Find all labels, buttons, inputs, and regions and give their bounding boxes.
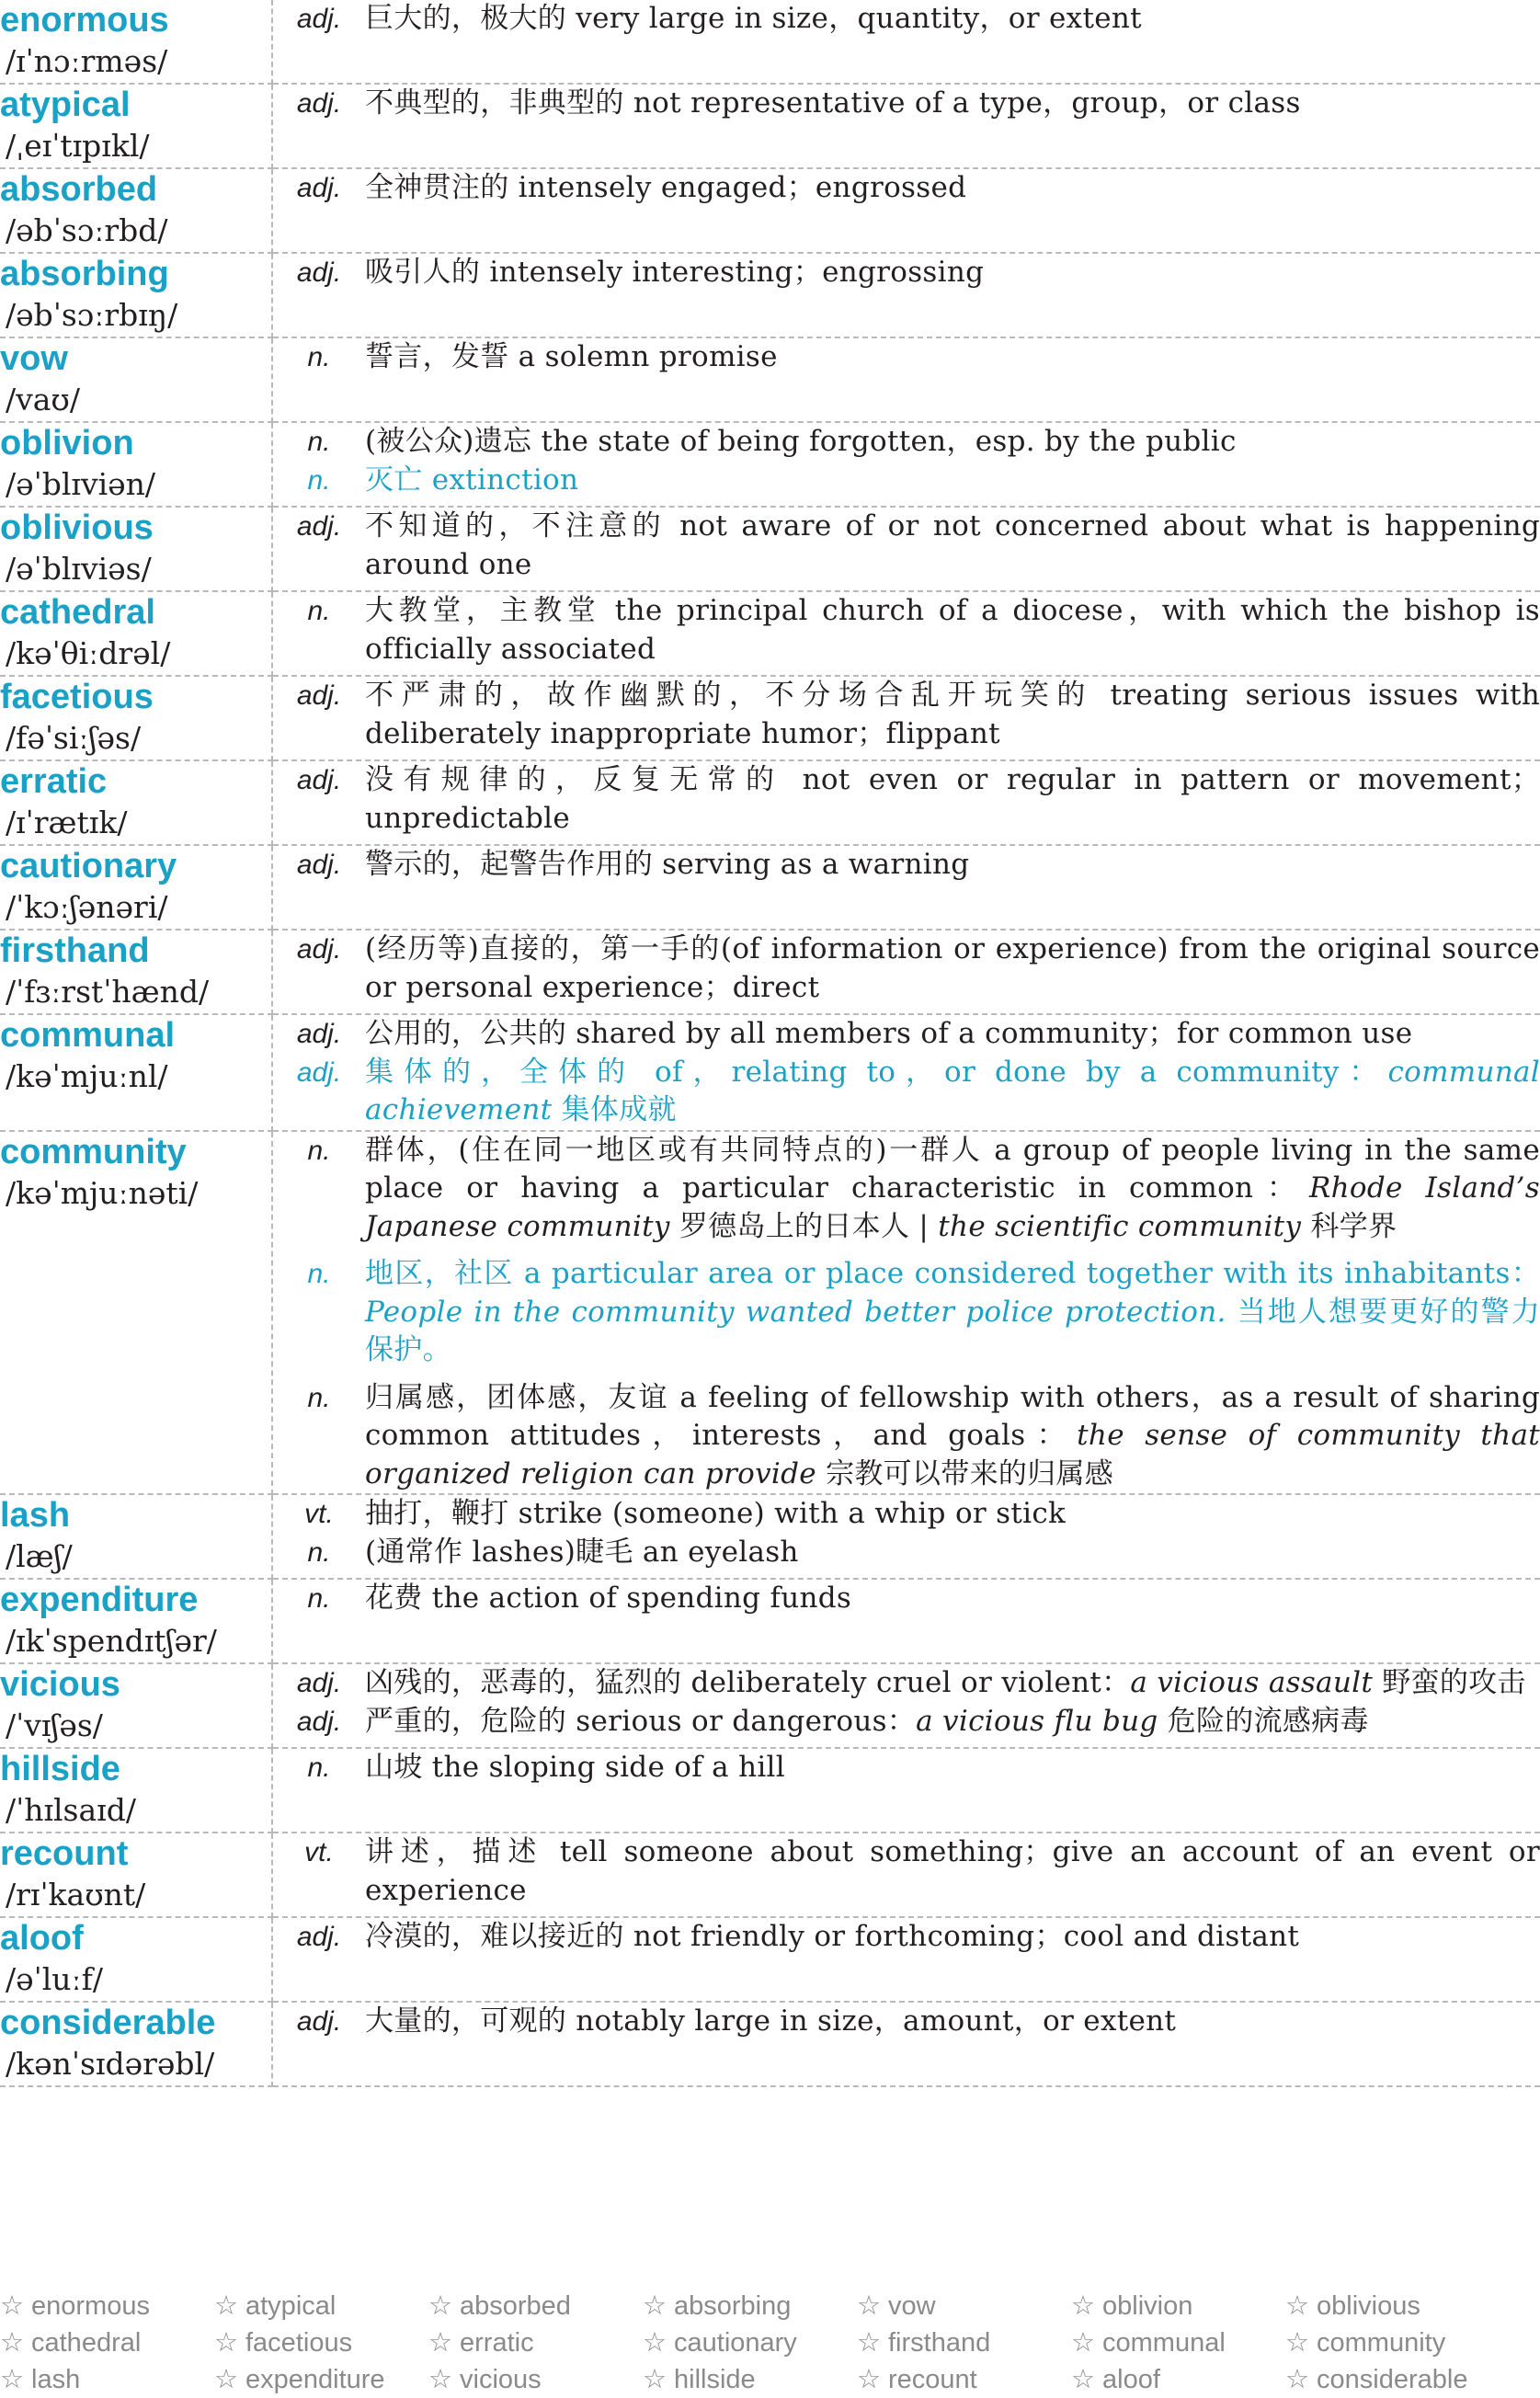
definition: 不严肃的，故作幽默的，不分场合乱开玩笑的 treating serious issues with deliberately inappropriate humor；flippant <box>365 679 1540 750</box>
headword: communal <box>0 1016 176 1055</box>
part-of-speech: adj. <box>296 1056 342 1088</box>
definition-text <box>365 1534 1540 1572</box>
headword-cell <box>0 84 272 168</box>
headword: lash <box>0 1496 71 1535</box>
definition-cell <box>272 1833 1540 1917</box>
definition: 花费 the action of spending funds <box>365 1582 852 1615</box>
star-icon: ☆ <box>1285 2365 1309 2394</box>
checklist-word: vow <box>888 2291 936 2321</box>
example-phrase: communal achievement <box>365 1055 1540 1126</box>
star-icon: ☆ <box>1071 2365 1095 2394</box>
checklist-item-recount <box>857 2361 1071 2398</box>
sense <box>273 0 1540 39</box>
phonetic: /əˈluːf/ <box>6 1961 103 1997</box>
vocab-entry-cathedral <box>0 591 1540 676</box>
headword: firsthand <box>0 931 150 970</box>
checklist-item-facetious <box>214 2324 428 2361</box>
checklist-item-oblivion <box>1071 2288 1285 2324</box>
part-of-speech: n. <box>307 1135 331 1166</box>
part-of-speech: adj. <box>296 850 342 880</box>
part-of-speech: adj. <box>296 511 342 542</box>
definition-text <box>365 462 1540 500</box>
definition: 地区，社区 a particular area or place considered together with its inhabitants： <box>365 1257 1540 1290</box>
phonetic: /əbˈsɔːrbd/ <box>6 212 168 248</box>
sense <box>273 1054 1540 1130</box>
example-phrase: a vicious flu bug <box>916 1704 1158 1738</box>
headword-cell <box>0 1833 272 1917</box>
checklist-item-hillside <box>643 2361 857 2398</box>
sense <box>273 1534 1540 1572</box>
part-of-speech: adj. <box>296 88 342 119</box>
definition: (经历等)直接的，第一手的(of information or experience) from the original source or personal experience；direct <box>365 932 1540 1004</box>
checklist-word: expenditure <box>245 2365 385 2394</box>
vocab-entry-expenditure <box>0 1579 1540 1663</box>
checklist-item-cautionary <box>643 2324 857 2361</box>
definition-cell <box>272 930 1540 1014</box>
vocab-entry-atypical <box>0 84 1540 168</box>
phonetic: /ˈkɔːʃənəri/ <box>6 889 168 925</box>
definition: (被公众)遗忘 the state of being forgotten，esp. by the public <box>365 425 1237 458</box>
definition-cell <box>272 1014 1540 1131</box>
definition-text <box>365 677 1540 753</box>
headword-cell <box>0 168 272 253</box>
checklist-word: erratic <box>460 2328 534 2358</box>
sense <box>273 1664 1540 1703</box>
star-icon: ☆ <box>1285 2291 1309 2321</box>
vocab-entry-hillside <box>0 1748 1540 1833</box>
sense <box>273 1580 1540 1618</box>
checklist-word: absorbed <box>460 2291 571 2321</box>
definition-cell <box>272 507 1540 591</box>
part-of-speech: adj. <box>296 1706 342 1737</box>
part-of-speech: n. <box>307 427 331 457</box>
definition-text <box>365 761 1540 838</box>
phonetic: /fəˈsiːʃəs/ <box>6 720 142 756</box>
definition-cell <box>272 0 1540 84</box>
headword: oblivious <box>0 508 154 547</box>
definition-text <box>365 1580 1540 1618</box>
definition-text <box>365 1833 1540 1910</box>
phonetic: /əbˈsɔːrbɪŋ/ <box>6 297 178 333</box>
star-icon: ☆ <box>1071 2291 1095 2321</box>
definition-cell <box>272 1748 1540 1833</box>
example-phrase: Rhode Island’s Japanese community <box>365 1171 1540 1243</box>
star-icon: ☆ <box>428 2365 452 2394</box>
definition-cell <box>272 1579 1540 1663</box>
checklist-row <box>0 2324 1540 2361</box>
definition-cell <box>272 676 1540 760</box>
part-of-speech: adj. <box>296 257 342 288</box>
definition: 归属感，团体感，友谊 a feeling of fellowship with others，as a result of sharing common attitudes，interests，and goals： <box>365 1380 1540 1452</box>
vocab-entry-community <box>0 1131 1540 1495</box>
part-of-speech: adj. <box>296 173 342 203</box>
definition-text <box>365 423 1540 462</box>
definition-text <box>365 1379 1540 1494</box>
star-icon: ☆ <box>643 2291 667 2321</box>
sense <box>273 423 1540 462</box>
definition-text <box>365 846 1540 885</box>
star-icon: ☆ <box>857 2291 881 2321</box>
vocab-entry-enormous <box>0 0 1540 84</box>
definition-text <box>365 1015 1540 1054</box>
checklist-item-expenditure <box>214 2361 428 2398</box>
definition-text <box>365 0 1540 39</box>
phonetic: /kəˈmjuːnl/ <box>6 1058 168 1094</box>
star-icon: ☆ <box>1285 2328 1309 2358</box>
part-of-speech: adj. <box>296 934 342 965</box>
part-of-speech: adj. <box>296 4 342 34</box>
checklist-word: considerable <box>1317 2365 1468 2394</box>
star-icon: ☆ <box>214 2328 238 2358</box>
checklist-word: cathedral <box>31 2328 142 2358</box>
definition-text <box>365 1749 1540 1787</box>
vocab-entry-aloof <box>0 1917 1540 2002</box>
definition-text <box>365 1918 1540 1957</box>
phonetic: /ˈvɪʃəs/ <box>6 1707 103 1743</box>
vocab-entry-cautionary <box>0 845 1540 930</box>
vocab-entry-absorbed <box>0 168 1540 253</box>
part-of-speech: adj. <box>296 680 342 711</box>
checklist-row <box>0 2361 1540 2398</box>
part-of-speech: n. <box>307 596 331 626</box>
definition: 灭亡 extinction <box>365 462 579 497</box>
definition: 公用的，公共的 shared by all members of a community；for common use <box>365 1017 1413 1050</box>
vocab-entry-vow <box>0 337 1540 422</box>
headword-cell <box>0 1917 272 2002</box>
checklist-word: hillside <box>674 2365 756 2394</box>
headword-cell <box>0 253 272 337</box>
definition-cell <box>272 2002 1540 2086</box>
headword-cell <box>0 1494 272 1579</box>
star-icon: ☆ <box>857 2328 881 2358</box>
headword: absorbed <box>0 170 158 209</box>
definition: 讲述，描述 tell someone about something；give an account of an event or experience <box>365 1835 1540 1907</box>
checklist-item-lash <box>0 2361 214 2398</box>
example-phrase: the scientific community <box>938 1209 1302 1243</box>
checklist-word: cautionary <box>674 2328 797 2358</box>
headword-cell <box>0 1663 272 1748</box>
definition-cell <box>272 845 1540 930</box>
checklist-word: firsthand <box>888 2328 991 2358</box>
definition: 全神贯注的 intensely engaged；engrossed <box>365 171 967 204</box>
star-icon: ☆ <box>0 2291 24 2321</box>
phonetic: /ɪˈnɔːrməs/ <box>6 43 168 79</box>
sense <box>273 846 1540 885</box>
definition-cell <box>272 591 1540 676</box>
definition-text <box>365 508 1540 584</box>
example-translation: 当地人想要更好的警力保护。 <box>365 1295 1540 1366</box>
headword: atypical <box>0 86 131 124</box>
sense <box>273 592 1540 668</box>
checklist-word: lash <box>31 2365 81 2394</box>
sense <box>273 1132 1540 1247</box>
sense <box>273 1379 1540 1494</box>
definition-text <box>365 931 1540 1007</box>
definition-cell <box>272 168 1540 253</box>
vocab-entry-firsthand <box>0 930 1540 1014</box>
example-translation: 宗教可以带来的归属感 <box>816 1456 1114 1490</box>
definition-text <box>365 592 1540 668</box>
definition: 抽打，鞭打 strike (someone) with a whip or stick <box>365 1497 1067 1530</box>
checklist-word: oblivious <box>1317 2291 1420 2321</box>
sense <box>273 254 1540 292</box>
headword-cell <box>0 930 272 1014</box>
vocab-entry-absorbing <box>0 253 1540 337</box>
checklist-item-vicious <box>428 2361 643 2398</box>
checklist-item-enormous <box>0 2288 214 2324</box>
vocab-entry-considerable <box>0 2002 1540 2086</box>
headword: aloof <box>0 1919 84 1958</box>
checklist-item-vow <box>857 2288 1071 2324</box>
checklist-word: communal <box>1102 2328 1226 2358</box>
definition-text <box>365 1703 1540 1741</box>
example-translation: 罗德岛上的日本人 | <box>669 1209 939 1243</box>
checklist-item-community <box>1285 2324 1500 2361</box>
checklist-word: community <box>1317 2328 1446 2358</box>
phonetic: /kəˈθiːdrəl/ <box>6 635 171 671</box>
example-translation: 科学界 <box>1301 1209 1397 1243</box>
part-of-speech: vt. <box>304 1837 334 1867</box>
sense <box>273 1749 1540 1787</box>
headword: community <box>0 1132 187 1171</box>
headword: vow <box>0 339 68 378</box>
headword: hillside <box>0 1750 120 1788</box>
star-icon: ☆ <box>643 2365 667 2394</box>
checklist-item-aloof <box>1071 2361 1285 2398</box>
part-of-speech: adj. <box>296 1019 342 1049</box>
sense <box>273 1015 1540 1054</box>
phonetic: /vaʊ/ <box>6 382 81 417</box>
phonetic: /kəˈmjuːnəti/ <box>6 1174 199 1211</box>
phonetic: /rɪˈkaʊnt/ <box>6 1877 146 1913</box>
definition-cell <box>272 1494 1540 1579</box>
headword-cell <box>0 1579 272 1663</box>
headword-cell <box>0 1748 272 1833</box>
phonetic: /kənˈsɪdərəbl/ <box>6 2046 215 2082</box>
definition: 不典型的，非典型的 not representative of a type，group，or class <box>365 86 1301 120</box>
part-of-speech: n. <box>307 1753 331 1783</box>
sense <box>273 931 1540 1007</box>
vocab-entry-vicious <box>0 1663 1540 1748</box>
checklist-item-considerable <box>1285 2361 1500 2398</box>
headword-cell <box>0 1014 272 1131</box>
sense <box>273 761 1540 838</box>
sense <box>273 338 1540 377</box>
phonetic: /ɪˈrætɪk/ <box>6 805 128 840</box>
definition-cell <box>272 1131 1540 1495</box>
part-of-speech: vt. <box>304 1499 334 1529</box>
headword-cell <box>0 591 272 676</box>
headword-cell <box>0 0 272 84</box>
definition: 吸引人的 intensely interesting；engrossing <box>365 256 985 289</box>
definition-text <box>365 1495 1540 1534</box>
definition-cell <box>272 84 1540 168</box>
checklist-word: oblivion <box>1102 2291 1193 2321</box>
definition-cell <box>272 422 1540 507</box>
checklist-word: atypical <box>245 2291 337 2321</box>
checklist-item-absorbing <box>643 2288 857 2324</box>
checklist-item-oblivious <box>1285 2288 1500 2324</box>
star-icon: ☆ <box>857 2365 881 2394</box>
part-of-speech: n. <box>307 464 331 496</box>
headword: oblivion <box>0 424 134 462</box>
part-of-speech: n. <box>307 1536 331 1568</box>
checklist-item-communal <box>1071 2324 1285 2361</box>
headword-cell <box>0 507 272 591</box>
definition: 没有规律的，反复无常的 not even or regular in pattern or movement；unpredictable <box>365 763 1540 835</box>
checklist-word: vicious <box>460 2365 542 2394</box>
definition-text <box>365 1132 1540 1247</box>
headword-cell <box>0 845 272 930</box>
definition-cell <box>272 1917 1540 2002</box>
definition-cell <box>272 253 1540 337</box>
part-of-speech: n. <box>307 1583 331 1614</box>
vocab-entry-oblivious <box>0 507 1540 591</box>
example-phrase: People in the community wanted better police protection. <box>365 1295 1226 1329</box>
definition-cell <box>272 1663 1540 1748</box>
definition-cell <box>272 760 1540 845</box>
star-icon: ☆ <box>0 2328 24 2358</box>
headword-cell <box>0 676 272 760</box>
vocab-entry-communal <box>0 1014 1540 1131</box>
definition-text <box>365 169 1540 208</box>
vocab-entry-erratic <box>0 760 1540 845</box>
vocab-entry-lash <box>0 1494 1540 1579</box>
checklist-word: enormous <box>31 2291 150 2321</box>
star-icon: ☆ <box>214 2365 238 2394</box>
sense <box>273 2003 1540 2041</box>
checklist-word: aloof <box>1102 2365 1160 2394</box>
definition: 誓言，发誓 a solemn promise <box>365 340 778 373</box>
example-translation: 野蛮的攻击 <box>1373 1666 1526 1699</box>
sense <box>273 1495 1540 1534</box>
part-of-speech: adj. <box>296 765 342 795</box>
definition-text <box>365 1054 1540 1130</box>
phonetic: /ˈhɪlsaɪd/ <box>6 1792 136 1828</box>
phonetic: /əˈblɪviən/ <box>6 466 156 502</box>
headword-cell <box>0 760 272 845</box>
definition-text <box>365 2003 1540 2041</box>
headword: expenditure <box>0 1581 199 1619</box>
sense <box>273 677 1540 753</box>
part-of-speech: n. <box>307 1259 331 1289</box>
checklist-item-absorbed <box>428 2288 643 2324</box>
definition-text <box>365 85 1540 123</box>
sense <box>273 169 1540 208</box>
headword: considerable <box>0 2004 216 2042</box>
definition-text <box>365 1255 1540 1370</box>
phonetic: /læʃ/ <box>6 1538 73 1574</box>
sense <box>273 508 1540 584</box>
definition: 集体的，全体的 of，relating to，or done by a community： <box>365 1055 1388 1089</box>
star-icon: ☆ <box>0 2365 24 2394</box>
vocab-entry-oblivion <box>0 422 1540 507</box>
sense <box>273 462 1540 500</box>
part-of-speech: adj. <box>296 2006 342 2037</box>
example-translation: 集体成就 <box>552 1093 677 1126</box>
definition-text <box>365 254 1540 292</box>
definition: 大量的，可观的 notably large in size，amount，or extent <box>365 2004 1177 2038</box>
headword: facetious <box>0 678 154 716</box>
star-icon: ☆ <box>1071 2328 1095 2358</box>
definition: 凶残的，恶毒的，猛烈的 deliberately cruel or violent： <box>365 1666 1131 1699</box>
checklist-item-cathedral <box>0 2324 214 2361</box>
headword-cell <box>0 1131 272 1495</box>
checklist-word: facetious <box>245 2328 353 2358</box>
checklist-word: recount <box>888 2365 977 2394</box>
sense <box>273 1255 1540 1370</box>
headword: recount <box>0 1834 129 1873</box>
word-checklist <box>0 2288 1540 2398</box>
headword: cautionary <box>0 847 177 885</box>
star-icon: ☆ <box>643 2328 667 2358</box>
definition: 不知道的，不注意的 not aware of or not concerned about what is happening around one <box>365 509 1540 581</box>
checklist-item-erratic <box>428 2324 643 2361</box>
vocab-entry-facetious <box>0 676 1540 760</box>
headword: absorbing <box>0 255 169 293</box>
headword: erratic <box>0 762 108 801</box>
sense <box>273 85 1540 123</box>
part-of-speech: adj. <box>296 1922 342 1952</box>
definition: 冷漠的，难以接近的 not friendly or forthcoming；cool and distant <box>365 1920 1300 1953</box>
definition-cell <box>272 337 1540 422</box>
checklist-item-atypical <box>214 2288 428 2324</box>
checklist-item-firsthand <box>857 2324 1071 2361</box>
example-translation: 危险的流感病毒 <box>1158 1704 1369 1738</box>
phonetic: /ɪkˈspendɪtʃər/ <box>6 1623 217 1659</box>
phonetic: /ˌeɪˈtɪpɪkl/ <box>6 128 150 164</box>
headword: cathedral <box>0 593 155 632</box>
checklist-row <box>0 2288 1540 2324</box>
definition: 严重的，危险的 serious or dangerous： <box>365 1704 917 1738</box>
phonetic: /əˈblɪviəs/ <box>6 551 152 587</box>
vocab-entry-recount <box>0 1833 1540 1917</box>
part-of-speech: n. <box>307 342 331 372</box>
star-icon: ☆ <box>428 2291 452 2321</box>
star-icon: ☆ <box>428 2328 452 2358</box>
definition: 群体，(住在同一地区或有共同特点的)一群人 a group of people living in the same place or having a particular characteristic in common： <box>365 1133 1540 1205</box>
example-phrase: a vicious assault <box>1130 1666 1374 1699</box>
definition-text <box>365 1664 1540 1703</box>
definition: 巨大的，极大的 very large in size，quantity，or extent <box>365 2 1142 35</box>
part-of-speech: adj. <box>296 1668 342 1698</box>
part-of-speech: n. <box>307 1382 331 1413</box>
headword: vicious <box>0 1665 120 1704</box>
sense <box>273 1833 1540 1910</box>
definition: 山坡 the sloping side of a hill <box>365 1751 785 1784</box>
sense <box>273 1703 1540 1741</box>
headword-cell <box>0 422 272 507</box>
definition-text <box>365 338 1540 377</box>
sense <box>273 1918 1540 1957</box>
headword-cell <box>0 337 272 422</box>
checklist-word: absorbing <box>674 2291 792 2321</box>
definition: (通常作 lashes)睫毛 an eyelash <box>365 1535 799 1569</box>
definition: 大教堂，主教堂 the principal church of a diocese，with which the bishop is officially associated <box>365 594 1540 666</box>
phonetic: /ˈfɜːrstˈhænd/ <box>6 974 210 1010</box>
definition: 警示的，起警告作用的 serving as a warning <box>365 848 970 881</box>
headword: enormous <box>0 1 169 40</box>
example-phrase: the sense of community that organized religion can provide <box>365 1419 1540 1490</box>
headword-cell <box>0 2002 272 2086</box>
star-icon: ☆ <box>214 2291 238 2321</box>
